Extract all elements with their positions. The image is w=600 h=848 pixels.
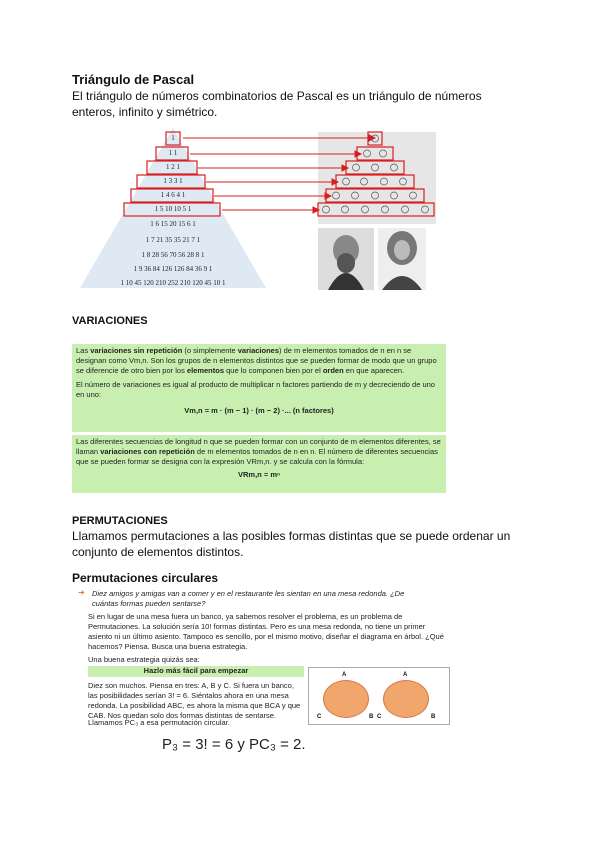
pascal-row: 1 2 1 [166, 163, 180, 171]
pascal-row: 1 4 6 4 1 [160, 191, 186, 199]
circulares-question: Diez amigos y amigas van a comer y en el restaurante les sientan en una mesa redonda. ¿De cuántas formas pueden sentarse? [92, 589, 405, 608]
pascal-row: 1 9 36 84 126 126 84 36 9 1 [133, 265, 213, 273]
pascal-row: 1 6 15 20 15 6 1 [150, 220, 196, 228]
variaciones-title: VARIACIONES [72, 315, 148, 327]
seat-label: C [377, 714, 382, 720]
term: variaciones sin repetición [90, 346, 183, 355]
seat-label: C [317, 714, 322, 720]
pascal-intro: El triángulo de números combinatorios de Pascal es un triángulo de números enteros, infinito y simétrico. [72, 89, 482, 119]
pascal-row: 1 5 10 10 5 1 [154, 205, 192, 213]
pascal-row: 1 10 45 120 210 252 210 120 45 10 1 [120, 279, 226, 287]
text: (o simplemente [182, 346, 238, 355]
pascal-row: 1 8 28 56 70 56 28 8 1 [141, 251, 205, 259]
seat-label: A [342, 672, 347, 678]
pascal-row: 1 3 3 1 [163, 177, 183, 185]
seat-label: B [369, 714, 374, 720]
text: de m elementos tomados de n en n. El número de diferentes secuencias que se pueden formar se designa con la expresión VRm,n. y se calcula con la fórmula: [76, 447, 438, 466]
text: Las diferentes secuencias de longitud n que se pueden formar con un conjunto de m elementos diferentes, se llaman [76, 437, 441, 456]
portrait-pascal-image [378, 228, 426, 290]
pascal-row: 1 7 21 35 35 21 7 1 [145, 236, 201, 244]
circulares-title: Permutaciones circulares [72, 571, 219, 585]
table-oval [383, 680, 429, 718]
variaciones-p2: El número de variaciones es igual al producto de multiplicar n factores partiendo de m y decreciendo de uno en uno: [76, 380, 435, 399]
variaciones-box-2 [72, 435, 446, 493]
table-oval [323, 680, 369, 718]
text: en que aparecen. [343, 366, 405, 375]
circulares-strip: Hazlo más fácil para empezar [88, 666, 304, 677]
circulares-p4: Llamamos PC₃ a esa permutación circular. [88, 718, 230, 727]
seat-label: B [431, 714, 436, 720]
text: ) de m elementos tomados de n en n se designan como Vm,n. Son los grupos de n elementos distintos que se pueden formar de modo que un grupo se diferencie de otro bien por los [76, 346, 437, 375]
circulares-p1: Si en lugar de una mesa fuera un banco, ya sabemos resolver el problema, es un problema de Permutaciones. La solución sería 10! formas distintas. Pero es una mesa redonda, no tiene un primer asiento ni un último asiento. Tampoco es sencillo, por el mismo motivo, diseñar el diagrama en árbol. ¿Qué hacemos? Piensa. Busca una buena estrategia. [88, 612, 444, 651]
pascal-row: 1 [171, 134, 175, 142]
text: que lo componen bien por el [224, 366, 323, 375]
term: orden [322, 366, 344, 375]
text: Las [76, 346, 91, 355]
variaciones-box-1 [72, 344, 446, 432]
circular-diagram [308, 667, 450, 725]
variaciones-formula-2: VRm,n = mⁿ [238, 470, 280, 479]
term: elementos [186, 366, 225, 375]
term: variaciones con repetición [100, 447, 195, 456]
pascal-title: Triángulo de Pascal [72, 72, 195, 87]
seat-label: A [403, 672, 408, 678]
bullet-icon: ➜ [78, 588, 85, 597]
circulares-p3: Diez son muchos. Piensa en tres: A, B y C. Si fuera un banco, las posibilidades serían 3! = 6. Siéntalos ahora en una mesa redonda. La posibilidad ABC, es ahora la misma que BCA y que CAB. Nos quedan solo dos formas distintas de sentarse. [88, 681, 301, 720]
circulares-p2: Una buena estrategia quizás sea: [88, 655, 200, 664]
pascal-row: 1 1 [168, 149, 178, 157]
variaciones-formula-1: Vm,n = m · (m − 1) · (m − 2) ·... (n factores) [184, 406, 334, 415]
circulares-formula: P₃ = 3! = 6 y PC₃ = 2. [162, 736, 306, 753]
term: variaciones [237, 346, 280, 355]
portrait-tartaglia-image [318, 228, 374, 290]
permutaciones-text: Llamamos permutaciones a las posibles formas distintas que se puede ordenar un conjunto de elementos distintos. [72, 529, 511, 559]
permutaciones-title: PERMUTACIONES [72, 515, 168, 527]
